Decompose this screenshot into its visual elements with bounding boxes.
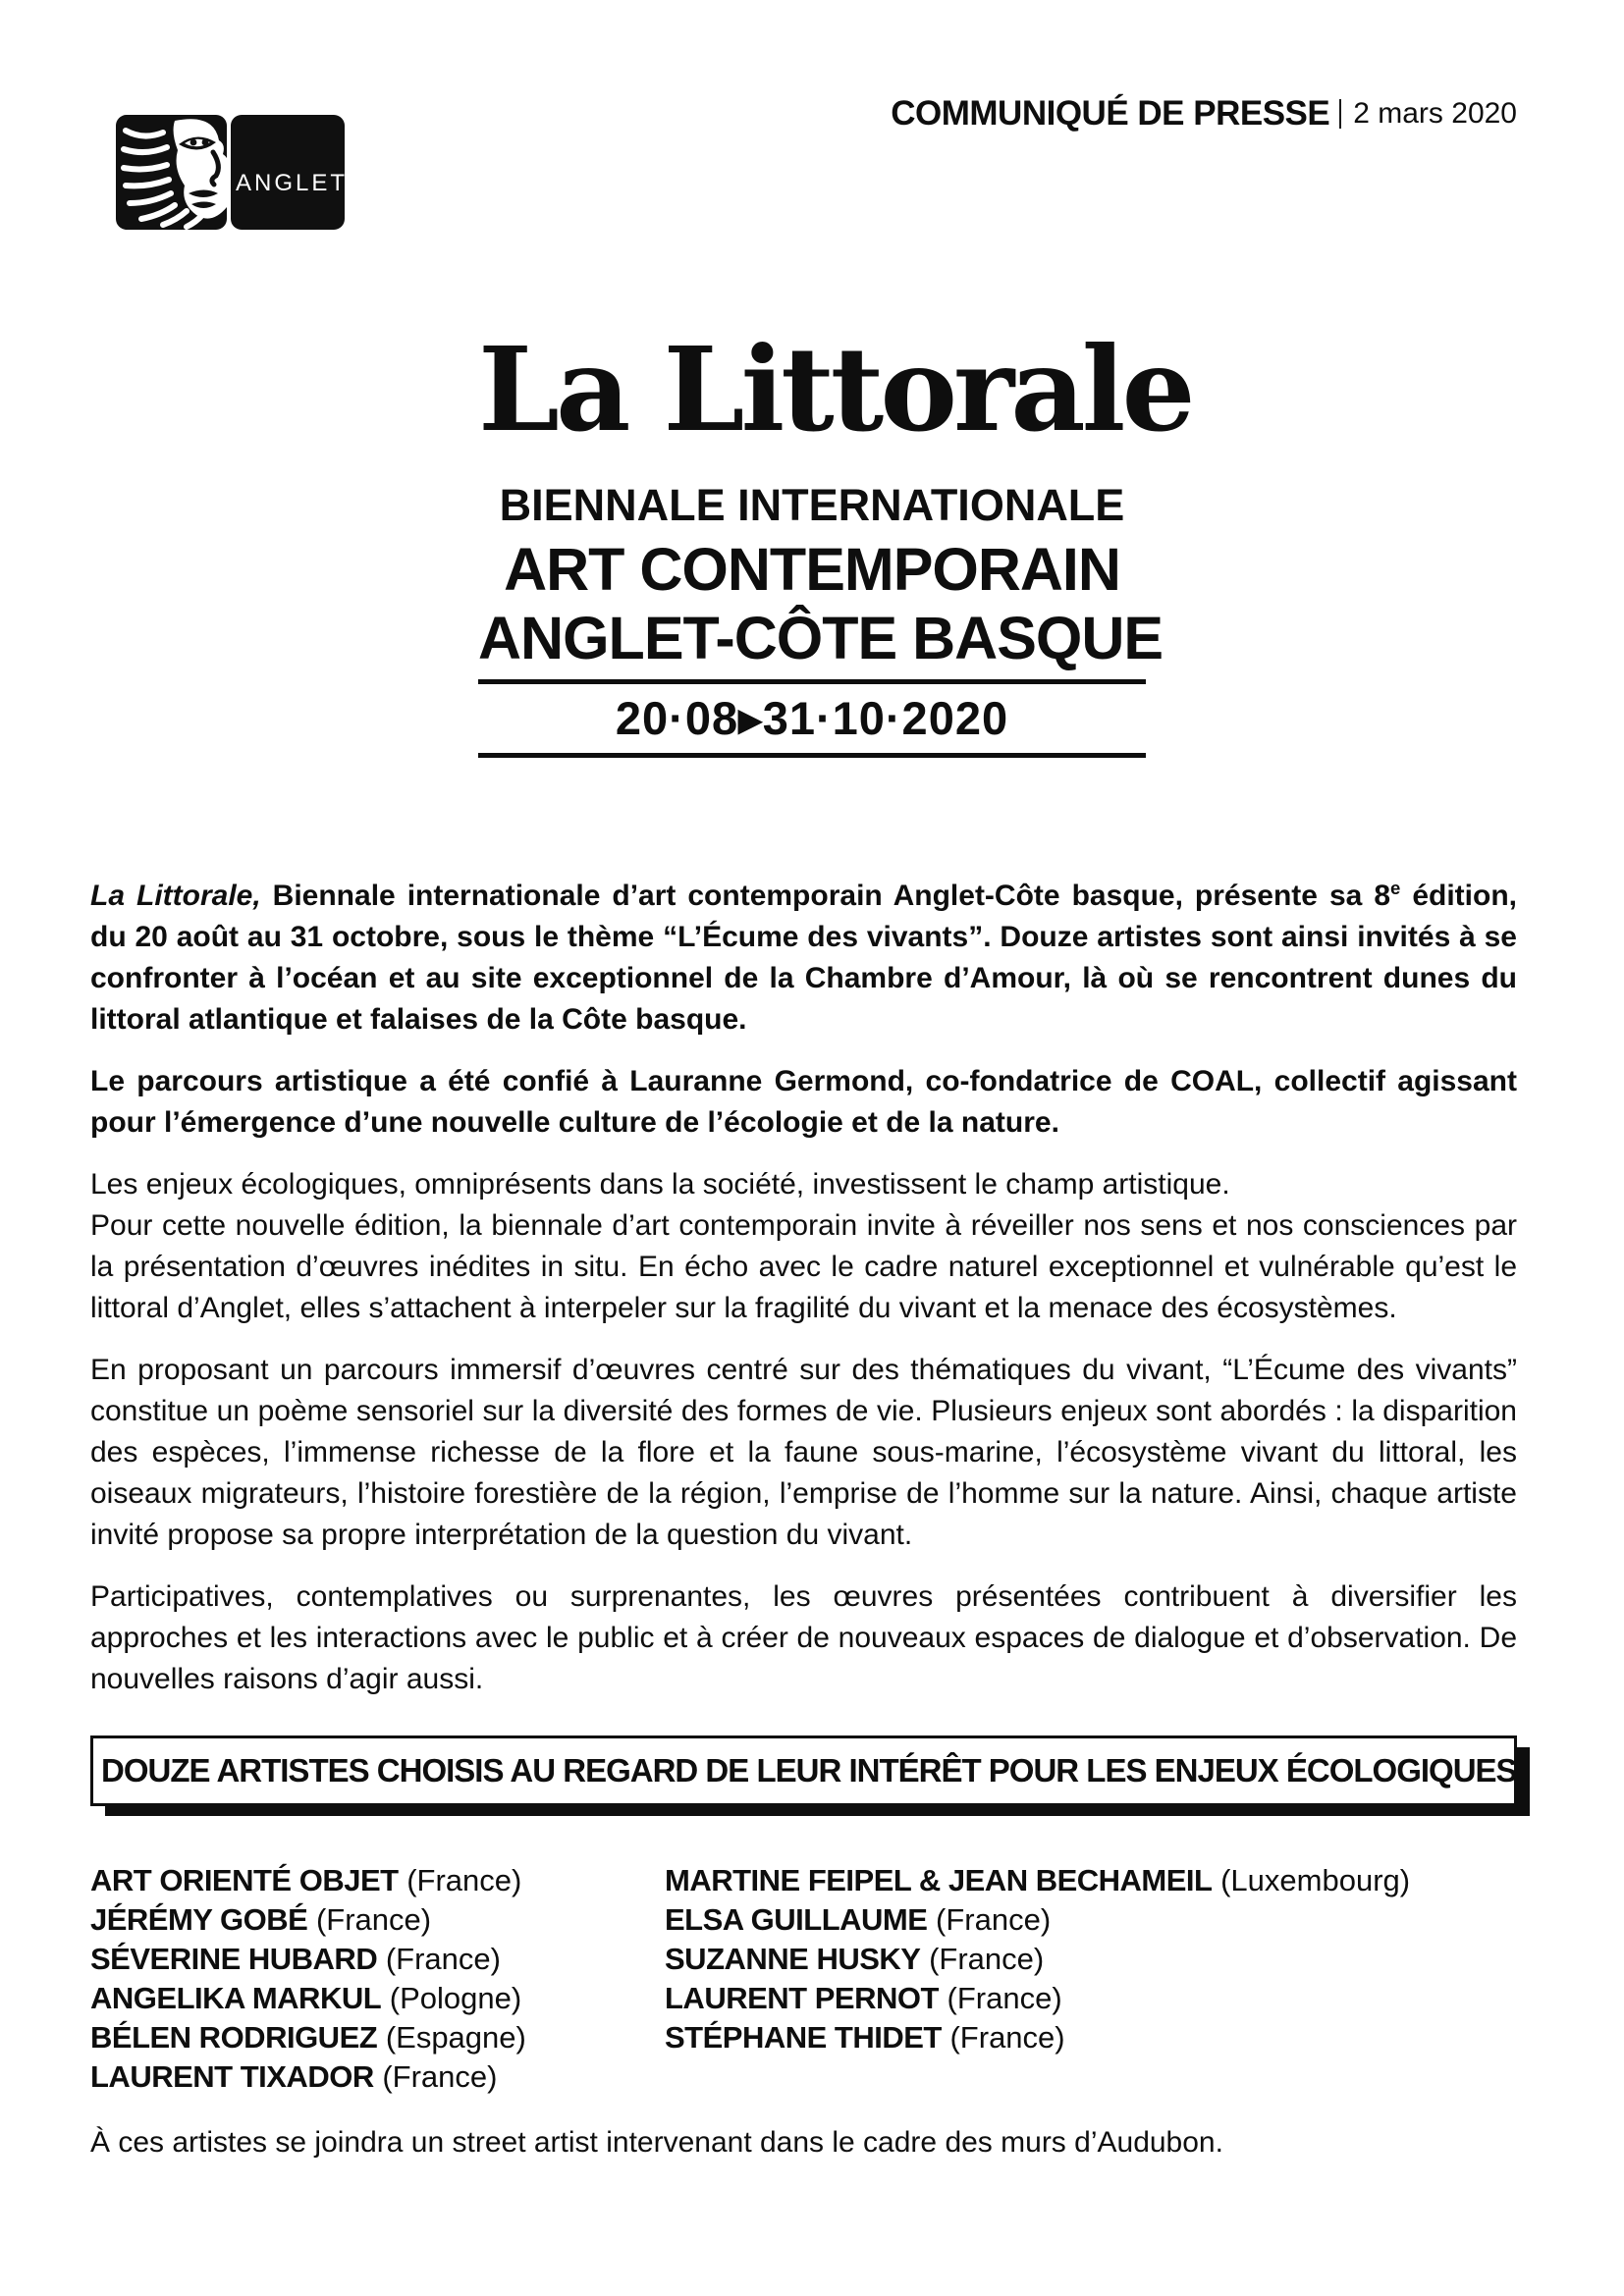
artist-name: BÉLEN RODRIGUEZ: [90, 2020, 378, 2055]
artist-entry: [90, 1861, 665, 1900]
body-content: [90, 868, 1517, 2163]
separator-bar: [1339, 99, 1341, 129]
artist-entry: [665, 2018, 1517, 2057]
artist-name: MARTINE FEIPEL & JEAN BECHAMEIL: [665, 1863, 1213, 1897]
artist-entry: [665, 1861, 1517, 1900]
subtitle-line-3: ANGLET-CÔTE BASQUE: [478, 605, 1164, 671]
artist-column-right: [665, 1861, 1517, 2097]
artist-name: LAURENT PERNOT: [665, 1981, 939, 2015]
paragraph-ecology: [90, 1164, 1517, 1329]
ordinal-superscript: e: [1390, 878, 1401, 898]
artist-entry: [665, 1940, 1517, 1979]
paragraph-theme: En proposant un parcours immersif d’œuvres centré sur des thématiques du vivant, “L’Écume des vivants” constitue un poème sensoriel sur la diversité des formes de vie. Plusieurs enjeux sont abordés : la disparition des espèces, l’immense richesse de la flore et la faune sous-marine, l’écosystème vivant du littoral, les oiseaux migrateurs, l’histoire forestière de la région, l’emprise de l’homme sur la nature. Ainsi, chaque artiste invité propose sa propre interprétation de la question du vivant.: [90, 1354, 1517, 1551]
artist-country: (France): [936, 1902, 1052, 1937]
artist-country: (France): [947, 1981, 1062, 2015]
paragraph-intro: [90, 868, 1517, 1041]
press-release-label: COMMUNIQUÉ DE PRESSE: [891, 94, 1330, 133]
paragraph-ecology-line-1: Les enjeux écologiques, omniprésents dans la société, investissent le champ artistique.: [90, 1168, 1230, 1201]
press-release-date: 2 mars 2020: [1353, 97, 1517, 130]
artists-banner: [90, 1735, 1517, 1806]
artist-country: (Pologne): [389, 1981, 522, 2015]
artist-entry: [90, 2018, 665, 2057]
artist-country: (France): [315, 1902, 432, 1937]
artist-entry: [665, 1979, 1517, 2018]
event-date-range: 20·08▸31·10·2020: [615, 692, 1009, 744]
title-block: [478, 321, 1192, 758]
artist-country: (France): [406, 1863, 522, 1897]
sun-face-icon: [116, 115, 345, 230]
artist-entry: [90, 2057, 665, 2097]
artist-country: (France): [929, 1942, 1045, 1976]
paragraph-intro-text-2: édition, du 20 août au 31 octobre, sous le thème “L’Écume des vivants”. Douze artistes sont ainsi invités à se confronter à l’océan et au site exceptionnel de la Chambre d’Amour, là où se rencontrent dunes du littoral atlantique et falaises de la Côte basque.: [90, 880, 1517, 1036]
artist-country: (France): [385, 1942, 501, 1976]
logo-city-text: ANGLET: [236, 170, 345, 196]
artist-name: ANGELIKA MARKUL: [90, 1981, 382, 2015]
artist-name: SUZANNE HUSKY: [665, 1942, 921, 1976]
paragraph-intro-text-1: Biennale internationale d’art contemporain Anglet-Côte basque, présente sa 8: [260, 880, 1390, 912]
artist-name: SÉVERINE HUBARD: [90, 1942, 378, 1976]
street-artist-note: À ces artistes se joindra un street artist intervenant dans le cadre des murs d’Audubon.: [90, 2126, 1223, 2159]
anglet-logo: [116, 115, 345, 230]
artist-name: ART ORIENTÉ OBJET: [90, 1863, 399, 1897]
subtitle-line-2: ART CONTEMPORAIN: [504, 536, 1120, 603]
artist-name: LAURENT TIXADOR: [90, 2059, 374, 2094]
artist-entry: [90, 1900, 665, 1940]
artist-name: JÉRÉMY GOBÉ: [90, 1902, 308, 1937]
paragraph-curator: Le parcours artistique a été confié à Lauranne Germond, co-fondatrice de COAL, collectif agissant pour l’émergence d’une nouvelle culture de l’écologie et de la nature.: [90, 1065, 1517, 1139]
artist-name: ELSA GUILLAUME: [665, 1902, 928, 1937]
artist-country: (Espagne): [385, 2020, 526, 2055]
artist-entry: [90, 1940, 665, 1979]
artist-column-left: [90, 1861, 665, 2097]
artist-entry: [90, 1979, 665, 2018]
paragraph-works: Participatives, contemplatives ou surprenantes, les œuvres présentées contribuent à diversifier les approches et les interactions avec le public et à créer de nouveaux espaces de dialogue et d’observation. De nouvelles raisons d’agir aussi.: [90, 1580, 1517, 1695]
artist-name: STÉPHANE THIDET: [665, 2020, 942, 2055]
artist-country: (France): [949, 2020, 1065, 2055]
artist-country: (France): [382, 2059, 498, 2094]
artist-entry: [665, 1900, 1517, 1940]
artists-banner-text: DOUZE ARTISTES CHOISIS AU REGARD DE LEUR INTÉRÊT POUR LES ENJEUX ÉCOLOGIQUES: [101, 1752, 1517, 1789]
divider-rule-top: [478, 679, 1146, 684]
paragraph-ecology-line-2: Pour cette nouvelle édition, la biennale d’art contemporain invite à réveiller nos sens et nos consciences par la présentation d’œuvres inédites in situ. En écho avec le cadre naturel exceptionnel et vulnérable qu’est le littoral d’Anglet, elles s’attachent à interpeler sur la fragilité du vivant et la menace des écosystèmes.: [90, 1209, 1517, 1324]
subtitle-line-1: BIENNALE INTERNATIONALE: [499, 480, 1125, 530]
document-header: [891, 94, 1517, 133]
title-mention: La Littorale,: [90, 880, 261, 912]
artist-country: (Luxembourg): [1220, 1863, 1411, 1897]
artist-list: [90, 1861, 1517, 2097]
divider-rule-bottom: [478, 753, 1146, 758]
page-title: La Littorale: [478, 321, 1192, 457]
